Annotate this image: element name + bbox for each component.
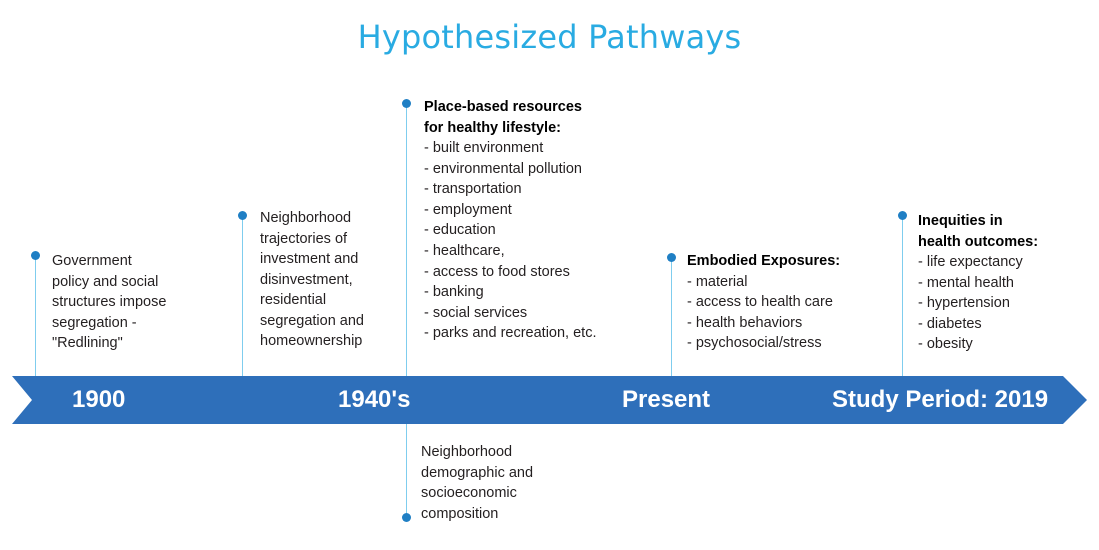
list-item: - social services xyxy=(424,304,528,321)
list-item: - life expectancy xyxy=(918,254,1023,271)
callout-place-based-resources xyxy=(424,97,664,344)
connector-dot-place-based xyxy=(402,99,411,108)
list-item: - hypertension xyxy=(918,295,1010,312)
list-item: - psychosocial/stress xyxy=(687,335,822,352)
callout-line: disinvestment, xyxy=(260,271,353,288)
callout-line: composition xyxy=(421,505,499,522)
callout-heading-line: for healthy lifestyle: xyxy=(424,119,561,136)
list-item: - healthcare, xyxy=(424,243,505,260)
connector-line-neighborhood-trajectories xyxy=(242,216,243,384)
list-item: - diabetes xyxy=(918,315,982,332)
connector-line-neighborhood-composition xyxy=(406,420,407,518)
callout-line: residential xyxy=(260,292,327,309)
callout-line: investment and xyxy=(260,251,359,268)
list-item: - access to food stores xyxy=(424,263,570,280)
callout-line: trajectories of xyxy=(260,230,348,247)
callout-inequities-health-outcomes xyxy=(918,211,1088,355)
callout-line: socioeconomic xyxy=(421,485,517,502)
connector-dot-inequities xyxy=(898,211,907,220)
timeline-label-study-period: Study Period: 2019 xyxy=(832,386,1049,413)
list-item: - obesity xyxy=(918,336,973,353)
timeline-label-present: Present xyxy=(622,386,711,413)
list-item: - access to health care xyxy=(687,294,833,311)
callout-government-policy xyxy=(52,251,222,354)
list-item: - parks and recreation, etc. xyxy=(424,325,597,342)
connector-dot-government xyxy=(31,251,40,260)
callout-heading-line: Inequities in xyxy=(918,213,1003,229)
callout-neighborhood-trajectories xyxy=(260,208,410,352)
callout-heading-line: Embodied Exposures: xyxy=(687,253,841,269)
list-item: - health behaviors xyxy=(687,314,803,331)
connector-line-embodied-exposures xyxy=(671,258,672,384)
callout-line: policy and social xyxy=(52,273,159,290)
callout-embodied-exposures xyxy=(687,251,887,354)
callout-line: homeownership xyxy=(260,333,363,350)
list-item: - education xyxy=(424,222,496,239)
callout-line: segregation and xyxy=(260,312,364,329)
callout-line: demographic and xyxy=(421,464,534,481)
callout-line: segregation - xyxy=(52,314,137,331)
list-item: - material xyxy=(687,273,748,290)
connector-line-inequities xyxy=(902,216,903,384)
callout-line: Neighborhood xyxy=(421,444,513,460)
list-item: - mental health xyxy=(918,274,1014,291)
callout-item-list xyxy=(918,252,1088,355)
connector-line-government xyxy=(35,256,36,384)
timeline-label-1900: 1900 xyxy=(72,386,126,413)
callout-item-list xyxy=(687,272,887,354)
connector-dot-neighborhood-trajectories xyxy=(238,211,247,220)
list-item: - banking xyxy=(424,284,484,301)
connector-dot-embodied-exposures xyxy=(667,253,676,262)
callout-line: structures impose xyxy=(52,294,167,311)
callout-item-list xyxy=(424,138,664,344)
list-item: - employment xyxy=(424,201,512,218)
list-item: - built environment xyxy=(424,140,544,157)
callout-line: Government xyxy=(52,253,132,269)
callout-heading-line: Place-based resources xyxy=(424,99,582,115)
timeline-label-1940s: 1940's xyxy=(338,386,411,413)
callout-line: Neighborhood xyxy=(260,210,352,226)
callout-heading-line: health outcomes: xyxy=(918,233,1039,250)
connector-dot-neighborhood-composition xyxy=(402,513,411,522)
list-item: - environmental pollution xyxy=(424,160,582,177)
list-item: - transportation xyxy=(424,181,522,198)
page-title: Hypothesized Pathways xyxy=(357,18,742,56)
callout-line: "Redlining" xyxy=(52,335,123,352)
callout-neighborhood-composition xyxy=(421,442,621,524)
